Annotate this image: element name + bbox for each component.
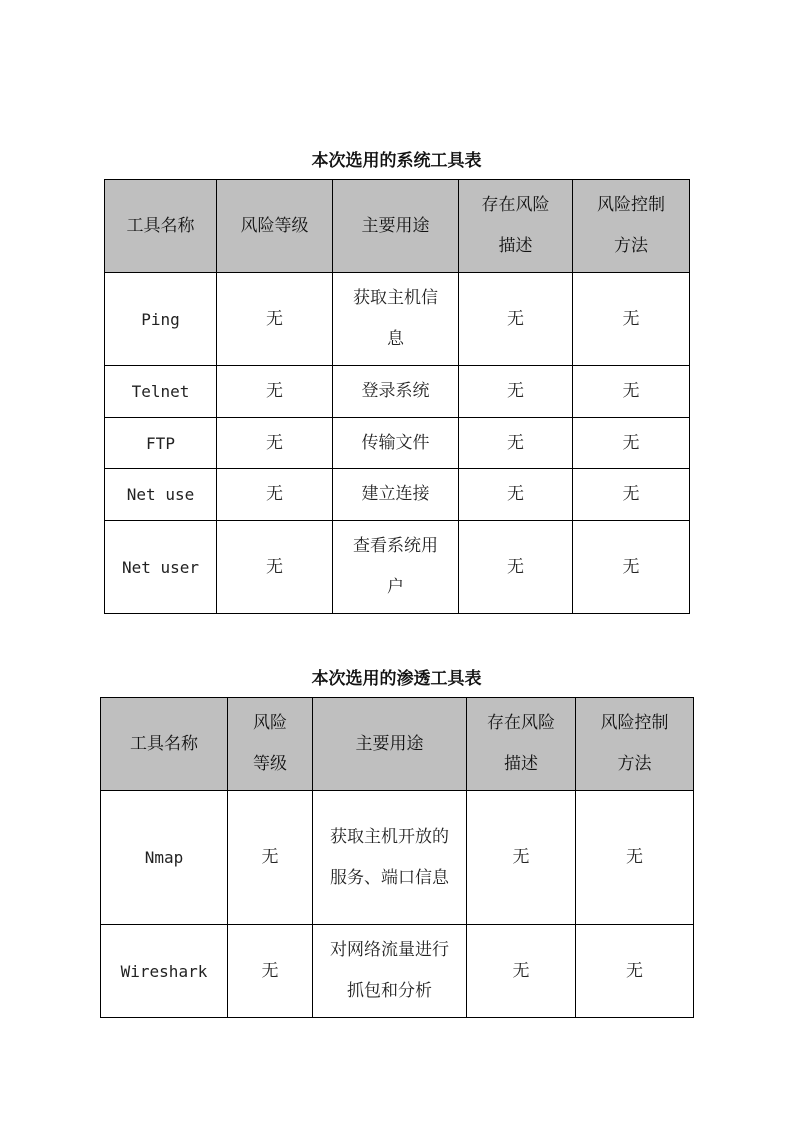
risk-control: 无 (573, 521, 690, 614)
tool-name: Ping (105, 273, 217, 366)
risk-control: 无 (573, 366, 690, 418)
purpose: 传输文件 (333, 418, 459, 469)
header-risk-control: 风险控制方法 (573, 180, 690, 273)
header-tool-name: 工具名称 (105, 180, 217, 273)
purpose: 登录系统 (333, 366, 459, 418)
table-row (105, 273, 690, 366)
table-row (105, 418, 690, 469)
table1-caption: 本次选用的系统工具表 (311, 151, 482, 171)
risk-desc: 无 (459, 418, 573, 469)
risk-desc: 无 (459, 521, 573, 614)
purpose: 查看系统用户 (333, 521, 459, 614)
tool-name: FTP (105, 418, 217, 469)
header-risk-desc: 存在风险描述 (467, 698, 576, 791)
risk-level: 无 (217, 521, 333, 614)
header-risk-control: 风险控制方法 (576, 698, 694, 791)
risk-control: 无 (573, 273, 690, 366)
system-tools-table (104, 179, 690, 614)
tool-name: Net use (105, 469, 217, 521)
risk-desc: 无 (459, 366, 573, 418)
tool-name: Nmap (101, 791, 228, 925)
risk-desc: 无 (467, 925, 576, 1018)
header-tool-name: 工具名称 (101, 698, 228, 791)
risk-level: 无 (217, 366, 333, 418)
risk-level: 无 (228, 791, 313, 925)
header-risk-level: 风险等级 (217, 180, 333, 273)
table-row (105, 366, 690, 418)
header-risk-level: 风险等级 (228, 698, 313, 791)
header-purpose: 主要用途 (333, 180, 459, 273)
risk-control: 无 (576, 925, 694, 1018)
risk-desc: 无 (459, 469, 573, 521)
risk-control: 无 (573, 418, 690, 469)
tool-name: Net user (105, 521, 217, 614)
tool-name: Wireshark (101, 925, 228, 1018)
header-row (101, 698, 694, 791)
risk-control: 无 (576, 791, 694, 925)
purpose: 建立连接 (333, 469, 459, 521)
table-row (101, 925, 694, 1018)
table-row (101, 791, 694, 925)
header-row (105, 180, 690, 273)
risk-desc: 无 (467, 791, 576, 925)
risk-level: 无 (217, 273, 333, 366)
table2-caption: 本次选用的渗透工具表 (311, 669, 482, 689)
header-risk-desc: 存在风险描述 (459, 180, 573, 273)
table-row (105, 469, 690, 521)
penetration-tools-table (100, 697, 694, 1018)
risk-level: 无 (217, 469, 333, 521)
table-row (105, 521, 690, 614)
purpose: 获取主机信息 (333, 273, 459, 366)
risk-control: 无 (573, 469, 690, 521)
purpose: 对网络流量进行抓包和分析 (313, 925, 467, 1018)
tool-name: Telnet (105, 366, 217, 418)
header-purpose: 主要用途 (313, 698, 467, 791)
risk-desc: 无 (459, 273, 573, 366)
risk-level: 无 (228, 925, 313, 1018)
purpose: 获取主机开放的服务、端口信息 (313, 791, 467, 925)
risk-level: 无 (217, 418, 333, 469)
